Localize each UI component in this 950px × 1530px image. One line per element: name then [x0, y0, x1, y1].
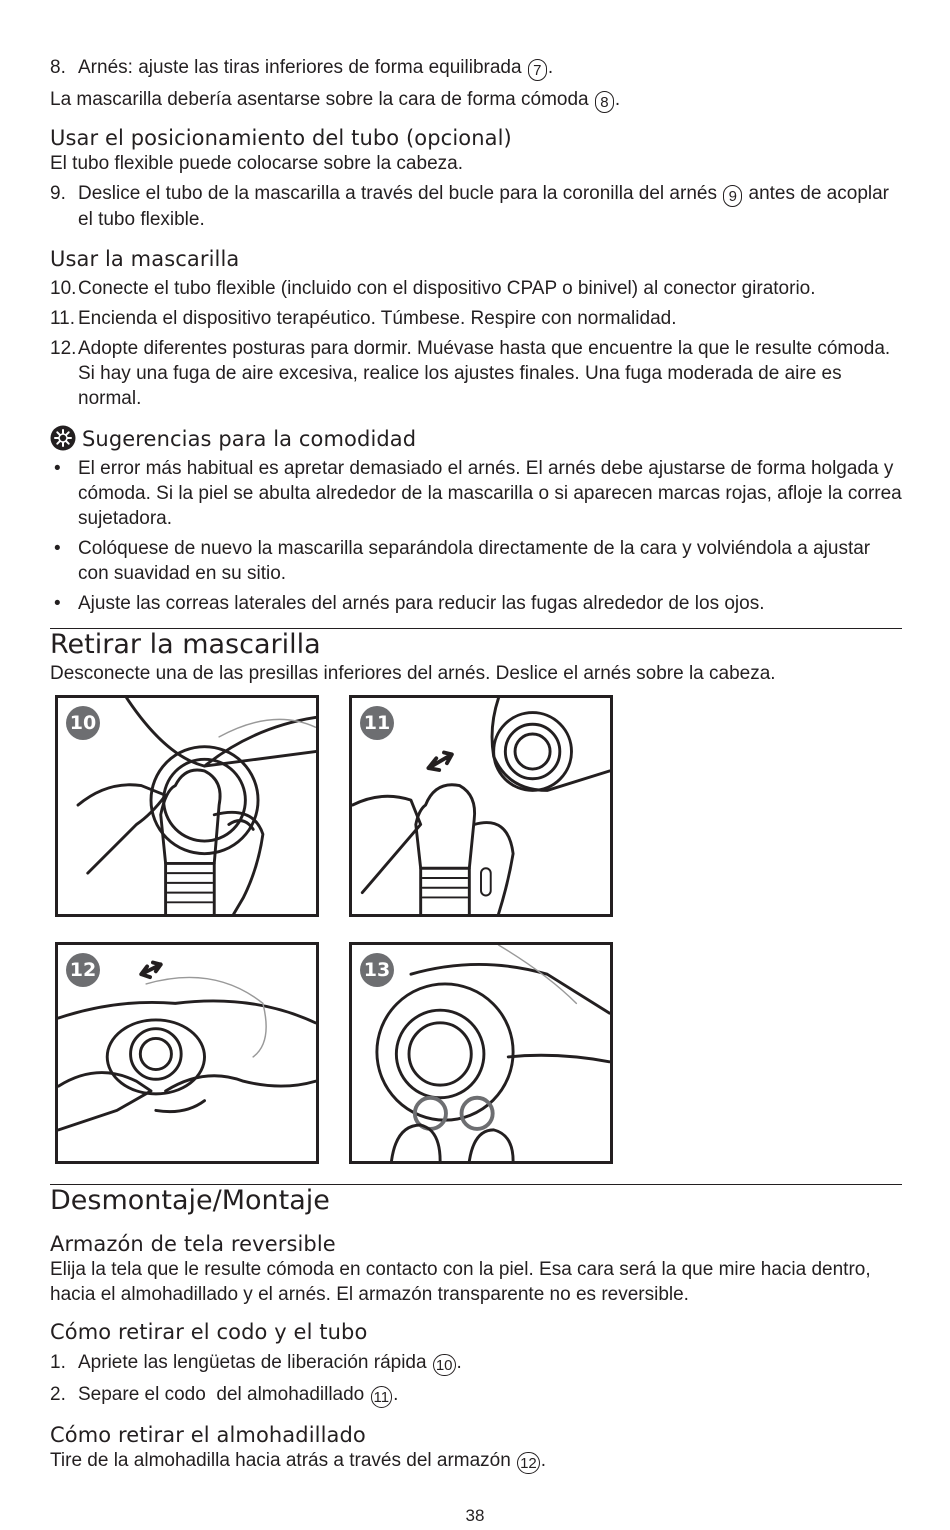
step-text: Conecte el tubo flexible (incluido con el dispositivo CPAP o binivel) al conector giratorio. [78, 278, 816, 299]
figure-ref: 8 [595, 91, 614, 113]
section-heading-tube: Usar el posicionamiento del tubo (opcional) [50, 126, 512, 150]
figure-11-separate-elbow [349, 695, 613, 917]
tip-item [50, 536, 902, 586]
tip-text: Ajuste las correas laterales del arnés para reducir las fugas alrededor de los ojos. [78, 593, 765, 614]
figure-12-pull-cushion [55, 942, 319, 1164]
tip-item [50, 456, 902, 531]
punct: . [547, 57, 554, 78]
step-number: 9. [50, 183, 66, 204]
step-text: Separe el codo del almohadillado [78, 1384, 365, 1405]
tips-heading [50, 425, 902, 452]
step-10 [50, 276, 902, 301]
page-number: 38 [465, 1506, 485, 1525]
tip-text: El error más habitual es apretar demasiado el arnés. El arnés debe ajustarse de forma holgada y cómoda. Si la piel se abulta alrededor de la mascarilla o si aparecen marcas rojas, afloje la correa sujetadora. [78, 458, 902, 529]
step-number: 11. [50, 308, 76, 329]
cushion-text-body: Tire de la almohadilla hacia atrás a través del armazón [50, 1450, 511, 1471]
step-number: 1. [50, 1352, 66, 1373]
step-text: Encienda el dispositivo terapéutico. Túmbese. Respire con normalidad. [78, 308, 677, 329]
step-number: 8. [50, 57, 66, 78]
tips-list [50, 456, 902, 616]
fit-note-text: La mascarilla debería asentarse sobre la cara de forma cómoda [50, 89, 589, 110]
section-heading-remove: Retirar la mascarilla [50, 629, 321, 660]
fit-note [50, 87, 902, 113]
document-page [50, 50, 902, 686]
step-number: 10. [50, 278, 77, 299]
step-11 [50, 306, 902, 331]
punct: . [614, 89, 621, 110]
tip-item [50, 591, 902, 616]
figure-badge: 12 [66, 953, 100, 987]
punct: . [540, 1450, 547, 1471]
remove-text: Desconecte una de las presillas inferiores del arnés. Deslice el arnés sobre la cabeza. [50, 663, 776, 684]
punct: . [456, 1352, 462, 1373]
step-text-cont: antes de acoplar el tubo flexible. [78, 183, 890, 230]
step-number: 2. [50, 1384, 66, 1405]
bullet: • [54, 458, 61, 479]
figure-ref: 7 [528, 59, 547, 81]
figure-10-release-tabs [55, 695, 319, 917]
subheading-fabric: Armazón de tela reversible [50, 1232, 336, 1256]
figure-ref: 9 [723, 185, 742, 207]
step-number: 12. [50, 338, 77, 359]
step-text: Deslice el tubo de la mascarilla a través del bucle para la coronilla del arnés [78, 183, 717, 204]
step-8 [50, 55, 902, 81]
elbow-step-1 [50, 1350, 902, 1376]
figure-13-cushion-tabs [349, 942, 613, 1164]
elbow-step-2 [50, 1382, 902, 1408]
disassembly-section [50, 1184, 902, 1474]
step-text: Arnés: ajuste las tiras inferiores de forma equilibrada [78, 57, 522, 78]
bullet: • [54, 538, 61, 559]
section-heading-use: Usar la mascarilla [50, 247, 240, 271]
figure-badge: 11 [360, 706, 394, 740]
subheading-elbow: Cómo retirar el codo y el tubo [50, 1320, 368, 1344]
figure-ref: 10 [433, 1354, 456, 1376]
step-text: Adopte diferentes posturas para dormir. Muévase hasta que encuentre la que le resulte cómoda. Si hay una fuga de aire excesiva, realice los ajustes finales. Una fuga moderada de aire es normal. [78, 338, 891, 409]
tips-heading-text: Sugerencias para la comodidad [82, 427, 417, 451]
section-heading-disassembly: Desmontaje/Montaje [50, 1185, 330, 1216]
tube-intro: El tubo flexible puede colocarse sobre la cabeza. [50, 153, 463, 174]
bullet: • [54, 593, 61, 614]
step-9 [50, 181, 902, 232]
cushion-text [50, 1448, 902, 1474]
figure-ref: 12 [517, 1452, 540, 1474]
subheading-cushion: Cómo retirar el almohadillado [50, 1423, 366, 1447]
punct: . [393, 1384, 399, 1405]
step-text: Apriete las lengüetas de liberación rápida [78, 1352, 427, 1373]
comfort-tip-icon [50, 425, 76, 451]
use-steps [50, 276, 902, 411]
figure-badge: 13 [360, 953, 394, 987]
tip-text: Colóquese de nuevo la mascarilla separándola directamente de la cara y volviéndola a ajustar con suavidad en su sitio. [78, 538, 871, 584]
figure-ref: 11 [371, 1386, 393, 1408]
fabric-text: Elija la tela que le resulte cómoda en contacto con la piel. Esa cara será la que mire hacia dentro, hacia el almohadillado y el arnés. El armazón transparente no es reversible. [50, 1259, 871, 1305]
step-12 [50, 336, 902, 411]
figure-badge: 10 [66, 706, 100, 740]
figure-grid [55, 695, 615, 1170]
